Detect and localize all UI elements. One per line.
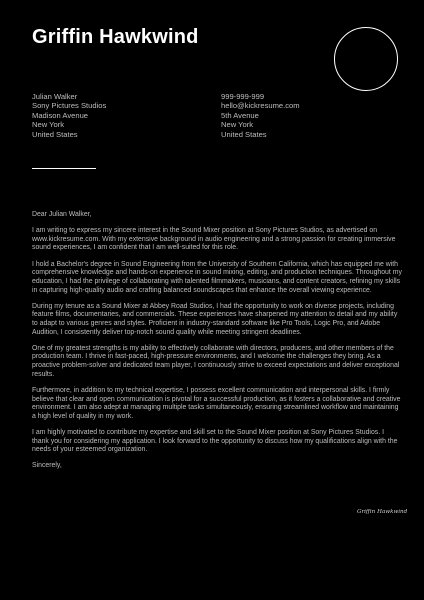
recipient-city: New York (32, 120, 65, 130)
letter-paragraph: I am writing to express my sincere interest in the Sound Mixer position at Sony Pictures Studios, as advertised on www.kickresume.com. With my extensive background in audio engineering and a strong passion for creating immersive sound experiences, I am confident that I am well-suited for this role. (32, 227, 396, 252)
recipient-company: Sony Pictures Studios (32, 101, 107, 111)
letter-closing: Sincerely, (32, 462, 62, 470)
recipient-country: United States (32, 129, 78, 139)
sender-email: hello@kickresume.com (221, 101, 300, 111)
sender-city: New York (221, 120, 254, 130)
recipient-street: Madison Avenue (32, 110, 89, 120)
decorative-circle (334, 27, 398, 91)
letter-greeting: Dear Julian Walker, (32, 211, 92, 218)
letter-paragraph: I hold a Bachelor's degree in Sound Engineering from the University of Southern California, which has equipped me with comprehensive knowledge and hands-on experience in sound mixing, editing, and production techniques. Throughout my education, I had the privilege of collaborating with talented filmmakers, musicians, and content creators, refining my skills in capturing high-quality audio and crafting balanced soundscapes that enhance the overall viewing experience. (32, 260, 402, 294)
letter-body (32, 211, 402, 479)
sender-phone: 999-999-999 (221, 92, 265, 101)
sender-country: United States (221, 129, 267, 139)
handwritten-signature: Griffin Hawkwind (357, 509, 408, 515)
letter-paragraph: During my tenure as a Sound Mixer at Abbey Road Studios, I had the opportunity to work on diverse projects, including feature films, documentaries, and commercials. These experiences have sharpened my attention to detail and my ability to adapt to various genres and styles. Proficient in industry-standard software like Pro Tools, Logic Pro, and Adobe Audition, I consistently deliver top-notch sound quality while meeting stringent deadlines. (32, 302, 398, 336)
letter-paragraph: Furthermore, in addition to my technical expertise, I possess excellent communication and interpersonal skills. I firmly believe that clear and open communication is pivotal for a successful production, as it fosters a collaborative and creative environment. I am also adept at managing multiple tasks simultaneously, ensuring streamlined workflow and maintaining a high level of quality in my work. (32, 386, 401, 420)
letter-paragraph: I am highly motivated to contribute my expertise and skill set to the Sound Mixer position at Sony Pictures Studios. I thank you for considering my application. I look forward to the opportunity to discuss how my qualifications align with the needs of your esteemed organization. (32, 429, 398, 454)
recipient-address (32, 92, 106, 139)
sender-contact (221, 92, 300, 139)
applicant-name: Griffin Hawkwind (32, 26, 199, 48)
recipient-name: Julian Walker (32, 92, 78, 101)
divider-rule (32, 168, 96, 169)
sender-street: 5th Avenue (221, 110, 259, 120)
letter-paragraph: One of my greatest strengths is my ability to effectively collaborate with directors, producers, and other members of the production team. I thrive in fast-paced, high-pressure environments, and I welcome the challenges they bring. As a proactive problem-solver and dedicated team player, I continuously strive to exceed expectations and deliver exceptional results. (32, 344, 400, 378)
